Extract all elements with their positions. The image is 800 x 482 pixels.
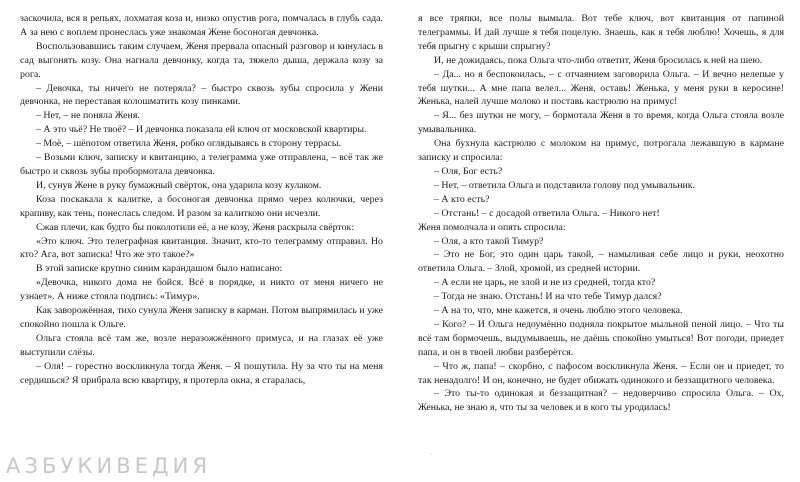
- paragraph: И, не дожидаясь, пока Ольга что-либо ответит, Женя бросилась к ней на шею.: [434, 54, 763, 66]
- paragraph: Воспользовавшись таким случаем, Женя прервала опасный разговор и кинулась в сад выгонять козу. Она нагнала девчонку, когда та, тяжело дыша, держала козу за рога.: [20, 40, 383, 80]
- paragraph: – Что ж, папа! – скорбно, с пафосом воскликнула Женя. – Если он и приедет, то так ненадолго! И он, конечно, не будет обижать одинокого и беззащитного человека.: [418, 360, 784, 386]
- paragraph: Сжав плечи, как будто бы поколотили её, а не козу, Женя раскрыла свёрток:: [36, 221, 355, 233]
- paragraph: Как заворожённая, тихо сунула Женя записку в карман. Потом выпрямилась и уже спокойно пошла к Ольге.: [20, 305, 383, 330]
- paragraph: – Моё, – шёпотом ответила Женя, робко оглядываясь в сторону террасы.: [36, 138, 341, 150]
- paragraph: Ольга стояла всё там же, возле неразожжённого примуса, и на глазах её уже выступили слёзы.: [20, 332, 383, 358]
- paragraph: – Оля, Бог есть?: [434, 165, 503, 177]
- paragraph: Женя помолчала и опять спросила:: [418, 221, 566, 233]
- paragraph: – Кого? – И Ольга недоумённо подняла покрытое мыльной пеной лицо. – Что ты всё там бормочешь, выдумываешь, не даёшь спокойно умыться! Вот погоди, приедет папа, и он в твоей любви разберётся.: [418, 318, 784, 358]
- paragraph: – Да... но я беспокоилась, – с отчаянием заговорила Ольга. – И вечно нелепые у тебя шутки... А мне папа велел... Женя, оставь! Женька, у меня руки в керосине! Женька, налей лучше молоко и поставь кастрюлю на примус!: [418, 68, 784, 108]
- paragraph: – А если не царь, не злой и не из средней, тогда кто?: [434, 277, 656, 289]
- paragraph: – Тогда не знаю. Отстань! И на что тебе Тимур дался?: [434, 291, 662, 303]
- paragraph: «Девочка, никого дома не бойся. Всё в порядке, и никто от меня ничего не узнает». А ниже стояла подпись: «Тимур».: [20, 277, 383, 303]
- paragraph: – Оля, а кто такой Тимур?: [434, 235, 544, 247]
- paragraph: – Нет, – ответила Ольга и подставила голову под умывальник.: [434, 179, 696, 191]
- watermark: АЗБУКИВЕДИЯ: [6, 454, 212, 478]
- paragraph: – А это чьё? Не твоё? – И девчонка показала ей ключ от московской квартиры.: [36, 124, 367, 136]
- paragraph: И, сунув Жене в руку бумажный свёрток, она ударила козу кулаком.: [36, 179, 322, 191]
- paragraph: заскочила, вся в репьях, лохматая коза и, низко опустив рога, помчалась в глубь сада. А за нею с воплем пронеслась уже знакомая Жене босоногая девчонка.: [20, 13, 383, 38]
- paragraph: – Нет, – не поняла Женя.: [36, 110, 140, 122]
- paragraph: Она бухнула кастрюлю с молоком на примус, потрогала лежавшую в кармане записку и спросила:: [418, 138, 784, 164]
- paragraph: – Возьми ключ, записку и квитанцию, а телеграмма уже отправлена, – всё так же быстро и сквозь зубы пробормотала девчонка.: [20, 152, 383, 177]
- paragraph: – Это не Бог, это один царь такой, – намыливая себе лицо и руки, неохотно ответила Ольга. – Злой, хромой, из средней истории.: [418, 249, 784, 275]
- page-marker-icon: ·: [430, 452, 432, 458]
- left-page: [20, 12, 383, 387]
- right-page: [418, 12, 784, 415]
- paragraph: я все тряпки, все полы вымыла. Вот тебе ключ, вот квитанция от папиной телеграммы. И дай лучше я тебя поцелую. Знаешь, как я тебя люблю! Хочешь, я для тебя прыгну с крыши спрыгну?: [418, 13, 784, 52]
- paragraph: – А кто есть?: [434, 193, 490, 205]
- paragraph: – Это ты-то одинокая и беззащитная? – недоверчиво спросила Ольга. – Ох, Женька, не знаю я, что ты за человек и в кого ты уродилась!: [418, 388, 784, 414]
- paragraph: В этой записке крупно синим карандашом было написано:: [36, 263, 283, 275]
- paragraph: – Отстань! – с досадой ответила Ольга. – Никого нет!: [434, 207, 660, 219]
- paragraph: – А на то, что, мне кажется, я очень люблю этого человека.: [434, 305, 683, 317]
- paragraph: «Это ключ. Это телеграфная квитанция. Значит, кто-то телеграмму отправил. Но кто? Ага, вот записка! Что же это такое?»: [20, 235, 383, 261]
- paragraph: Коза поскакала к калитке, а босоногая девчонка прямо через колючки, через крапиву, как тень, понеслась следом. И разом за калиткою они исчезли.: [20, 193, 383, 219]
- paragraph: – Оля! – горестно воскликнула тогда Женя. – Я пошутила. Ну за что ты на меня сердишься? Я прибрала всю квартиру, я протерла окна, я старалась,: [20, 360, 383, 386]
- paragraph: – Девочка, ты ничего не потеряла? – быстро сквозь зубы спросила у Жени девчонка, не переставая колошматить козу пинками.: [20, 82, 383, 108]
- paragraph: – Я... без шутки не могу, – бормотала Женя в то время, когда Ольга стояла возле умывальника.: [418, 110, 784, 136]
